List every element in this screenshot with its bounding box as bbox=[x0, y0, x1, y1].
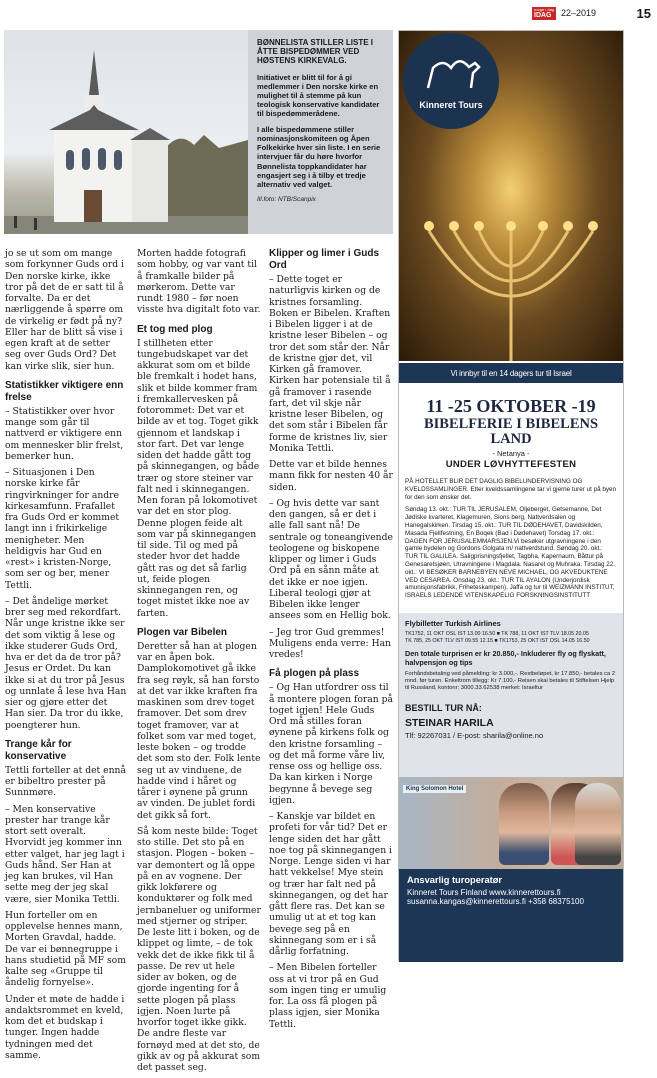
flight-row: TK1752, 11 OKT OSL IST 13.00 16.50 ■ TK 788, 11 OKT IST TLV 18.05 20.05 bbox=[405, 631, 589, 637]
ad-dates: 11 -25 OKTOBER -19 bbox=[426, 396, 596, 416]
contact-phone-email: Tlf: 92267031 / E-post: sharila@online.no bbox=[405, 731, 544, 740]
paragraph: – Statistikker over hvor mange som går til nattverd er viktigere enn om mennesker blir frelst, bemerker hun. bbox=[5, 405, 124, 462]
footer-line: susanna.kangas@kinnerettours.fi +358 68375100 bbox=[407, 897, 584, 906]
subheading: Trange kår for konservative bbox=[5, 738, 72, 762]
info-box bbox=[248, 30, 393, 234]
ad-feast: UNDER LØVHYTTEFESTEN bbox=[445, 459, 577, 470]
article-column-3 bbox=[269, 248, 393, 1035]
price-text: Den totale turprisen er kr 20.850,- Inkluderer fly og flyskatt, halvpensjon og tips bbox=[405, 649, 606, 667]
paragraph: Under et møte de hadde i andaktsrommet en kveld, kom det et budskap i tunger. Ingen hadde tydningen med det samme. bbox=[5, 993, 125, 1061]
paragraph: – Og Han utfordrer oss til å montere plogen foran på toget igjen! Hele Guds Ord må stilles foran øynene på kirkens folk og den kristne forsamling – og det må forme våre liv, rense oss og hellige oss. Da kan kirken i Norge begynne å bevege seg igjen. bbox=[269, 682, 393, 806]
page-header bbox=[532, 6, 654, 20]
paragraph: Deretter så han at plogen var en åpen bok. Damplokomotivet gå ikke fra seg røyk, så han forsto at det var ikke kraften fra maskinen som drev toget framover. Det som drev toget framover, var at folket som var med toget, leste boken – og trodde det som sto der. Folk lente seg ut av vinduene, de hadde vind i håret og tårer i øynene på grunn av vinden. De jublet fordi det gikk så fort. bbox=[137, 640, 261, 821]
flight-row: TK 785, 25 OKT TLV IST 09.55 12.15 ■ TK1753, 25 OKT IST OSL 14.05 16.50 bbox=[405, 638, 590, 644]
paragraph: – Og hvis dette var sant den gangen, så er det i alle fall sant nå! De sentrale og toneangivende teologene og biskopene klipper og limer i Guds Ord på en sånn måte at det ikke er noe igjen. Liberal teologi gjør at Bibelen ikke lenger ansees som en Hellig bok. bbox=[269, 497, 393, 622]
paragraph: – Det åndelige mørket brer seg med rekordfart. Når unge kristne ikke ser det som viktig å lese og ikke studerer Guds Ord, hva er det da de tror på? Jesus er Ordet. Du kan ikke si at du tror på Jesus og unnlate å lese hva Han sier og gjøre etter det Han sier. Da tror du ikke, poengterer hun. bbox=[5, 595, 127, 731]
paragraph: – Dette toget er naturligvis kirken og de kristnes forsamling. Boken er Bibelen. Kraften i Bibelen ligger i at de kristne leser Bibelen – og tror det som står der. Når de kristne gjør det, vil Kirken gå framover. Kirken har potensiale til å gå framover i rasende fart, det vil skje når kristne leser Bibelen, og det som står i Bibelen får forme de kristnes liv, sier Monika Tettli. bbox=[269, 274, 391, 454]
footer-title: Ansvarlig turoperatør bbox=[407, 875, 503, 885]
ad-intro: PÅ HOTELLET BLIR DET DAGLIG BIBELUNDERVISNING OG KVELDSSAMLINGER. Etter kveldssamlingene tar vi gjerne turer ut på byen for den som ønsker det. bbox=[405, 478, 617, 501]
book-now: BESTILL TUR NÅ: bbox=[405, 703, 482, 713]
paragraph: Hun forteller om en opplevelse hennes mann, Morten Gravdal, hadde. De var ei bønnegruppe i hans studietid på MF som kalte seg «Gruppe til åndelig fornyelse». bbox=[5, 909, 126, 989]
paragraph: Morten hadde fotografi som hobby, og var vant til å framkalle bilder på mørkerom. Dette var rundt 1980 – før noen visste hva digitalt foto var. bbox=[137, 248, 261, 316]
subheading: Plogen var Bibelen bbox=[137, 626, 228, 638]
issue-date: 22–2019 bbox=[561, 8, 597, 18]
paragraph: jo se ut som om mange som forkynner Guds ord i Den norske kirke, ikke tror på det de er satt til å forvalte. Da er det nærliggende å spørre om de virkelig er født på ny? Eller har de blitt så vise i egen kraft at de setter seg over Guds Ord? Det kan virke slik, sier hun. bbox=[5, 248, 124, 372]
subheading: Få plogen på plass bbox=[269, 668, 360, 680]
paragraph: Så kom neste bilde: Toget sto stille. Det sto på en stasjon. Plogen – boken – var demontert og lå oppe på en av vognene. Der gikk lokførere og konduktører og folk med jernbaneluer og uniformer med stjerner og striper. De leste litt i boken, og de klippet og limte, – de tok vekk det de ikke fikk til å passe. De rev ut hele sider av boken, og de gjorde ingenting for å sette plogen på plass igjen. Noen lurte på hvorfor toget ikke gikk. De andre fleste var fornøyd med at det sto, de gikk av og på akkurat som det passet seg. bbox=[137, 825, 261, 1073]
paragraph: Dette var et bilde hennes mann fikk for nesten 40 år siden. bbox=[269, 459, 393, 493]
paragraph: – Situasjonen i Den norske kirke får ringvirkninger for andre kirkesamfunn. Frafallet fra Guds Ord er kommet langt inn i frikirkelige menigheter. Men heldigvis har Gud en «rest» i kristen-Norge, som ser og ber, mener Tettli. bbox=[5, 467, 120, 591]
paragraph: – Kanskje var bildet en profeti for vår tid? Det er lenge siden det har gått noe tog på skinnegangen i Norge. Lenge siden vi har hatt vekkelse! Mye stein og trær har falt ned på skinnegangen, og det har gått flere ras. Det kan se umulig ut at et tog kan bevege seg på en skinnegang som er i så dårlig forfatning. bbox=[269, 811, 392, 957]
ad-title: BIBELFERIE I BIBELENS LAND bbox=[423, 416, 599, 447]
paragraph: – Men Bibelen forteller oss at vi tror på en Gud som ingen ting er umulig for. La oss få plogen på plass igjen, sier Monika Tettli. bbox=[269, 962, 387, 1030]
info-box-text-1: Initiativet er blitt til for å gi medlemmer i Den norske kirke en mulighet til å stemme på kun teologisk konservative kandidater til bispedømmerådene. bbox=[257, 72, 380, 118]
article-column-2 bbox=[137, 248, 261, 1078]
church-photo bbox=[4, 30, 248, 234]
flights-title: Flybilletter Turkish Airlines bbox=[405, 619, 501, 628]
church-illustration bbox=[4, 30, 248, 234]
ad-place: - Netanya - bbox=[492, 449, 530, 458]
portrait-photo bbox=[575, 783, 621, 865]
camel-icon bbox=[403, 33, 499, 103]
logo-name: Kinneret Tours bbox=[419, 100, 483, 110]
subheading: Statistikker viktigere enn frelse bbox=[5, 379, 124, 403]
ad-banner: Vi innbyr til en 14 dagers tur til Israel bbox=[399, 363, 623, 383]
paragraph: – Jeg tror Gud gremmes! Muligens enda verre: Han vredes! bbox=[269, 626, 391, 660]
ad-footer bbox=[399, 869, 623, 962]
info-box-title: BØNNELISTA STILLER LISTE I ÅTTE BISPEDØMMER VED HØSTENS KIRKEVALG. bbox=[257, 38, 373, 66]
ad-photos bbox=[399, 777, 623, 869]
paragraph: Tettli forteller at det ennå er bibeltro prester på Sunnmøre. bbox=[5, 764, 126, 799]
portrait-photo bbox=[499, 783, 549, 865]
footer-line: Kinneret Tours Finland www.kinnerettours.fi bbox=[407, 888, 561, 897]
subheading: Klipper og limer i Guds Ord bbox=[269, 248, 380, 271]
paragraph: – Men konservative prester har trange kår stort sett overalt. Hvorvidt jeg kommer inn etter valget, har jeg lagt i Guds hånd. Ser Han at jeg kan brukes, vil Han sette meg der jeg skal være, sier Monika Tettli. bbox=[5, 803, 125, 905]
kinneret-tours-ad bbox=[398, 30, 624, 961]
article-column-1 bbox=[5, 248, 127, 1066]
payment-text: Forhåndsbetaling ved påmelding: kr 3.000,-. Restbeløpet, kr 17.850,- betales ca 2 mnd. før turen. Enkeltrom tillegg: Kr 7.100,- Reisen skal betales til Stiftelsen Hjelp til Russland, kontonr: 3000.33.62538 merket: Israeltur bbox=[405, 671, 616, 691]
photo-credit: Ill.foto: NTB/Scanpix bbox=[257, 195, 316, 203]
ad-body bbox=[399, 383, 623, 613]
ad-program: Søndag 13. okt.: TUR TIL JERUSALEM, Oljeberget, Getsemanne, Det Jødiske kvarteret, Klagemuren, Sions berg, Nattverdsalen og Hanegalskirken. Tirsdag 15. okt.: TUR TIL DØDEHAVET, Davidskilden, Masada Fjellfestning, En Boqek (Bad i Dødehavet) Torsdag 17. okt.: DAGEN FOR JERUSALEMMARSJEN.Vi besøker utgravningene i den gamle bydelen og Gordons Golgata m/ nattverdstund. Søndag 20. okt.: TUR TIL GALILEA. Saligprisningsfjellet, Tagbha, Kapernaum, Båttur på Genesaretsjøen, Utravningene i Magdala. Nasaret og Muhraka. Tirsdag 22. okt.: VI BESØKER BARNEBYEN NEVE MICHAEL, OG AKVEDUKTENE VED CESAREA. Onsdag 23. okt.: TUR TIL AYALON (Underjordisk amunisjonsfabrikk, Friheteskampen), Jaffa og tur til WEIZMANN INSTITUT, ISRAELS LEDENDE VITENSKAPELIG FORSKNINGSINSTITUTT bbox=[405, 506, 616, 600]
paragraph: I stillheten etter tungebudskapet var det akkurat som om et bilde ble fremkalt i hodet hans, slik et bilde kommer fram i fremkallervesken på fotorommet: Det var et bilde av et tog. Toget gikk gjennom et landskap i stor fart. Det var lenge siden det hadde gått tog på skinnegangen, og både trær og store steiner var falt ned i skinnegangen. Men foran på lokomotivet var det en stor plog. Denne plogen feide alt som var på skinnegangen til side. Til og med på steder hvor det hadde gått ras og det så farlig ut, feide plogen skinnegangen ren, og toget mistet ikke noe av farten. bbox=[137, 337, 260, 619]
ad-flight-info bbox=[399, 613, 623, 777]
idag-logo: norge i dag IDAG bbox=[534, 6, 555, 19]
kinneret-logo bbox=[403, 33, 499, 129]
info-box-text-2: I alle bispedømmene stiller nominasjonskomiteen og Åpen Folkekirke hver sin liste. I en serie intervjuer får du høre hvorfor Bønnelista toppkandidater har engasjert seg i å tilby et tredje alternativ ved valget. bbox=[257, 125, 381, 189]
contact-name: STEINAR HARILA bbox=[405, 717, 494, 729]
subheading: Et tog med plog bbox=[137, 323, 213, 335]
page-number: 15 bbox=[636, 5, 651, 21]
hotel-label: King Solomon Hotel bbox=[403, 785, 466, 793]
